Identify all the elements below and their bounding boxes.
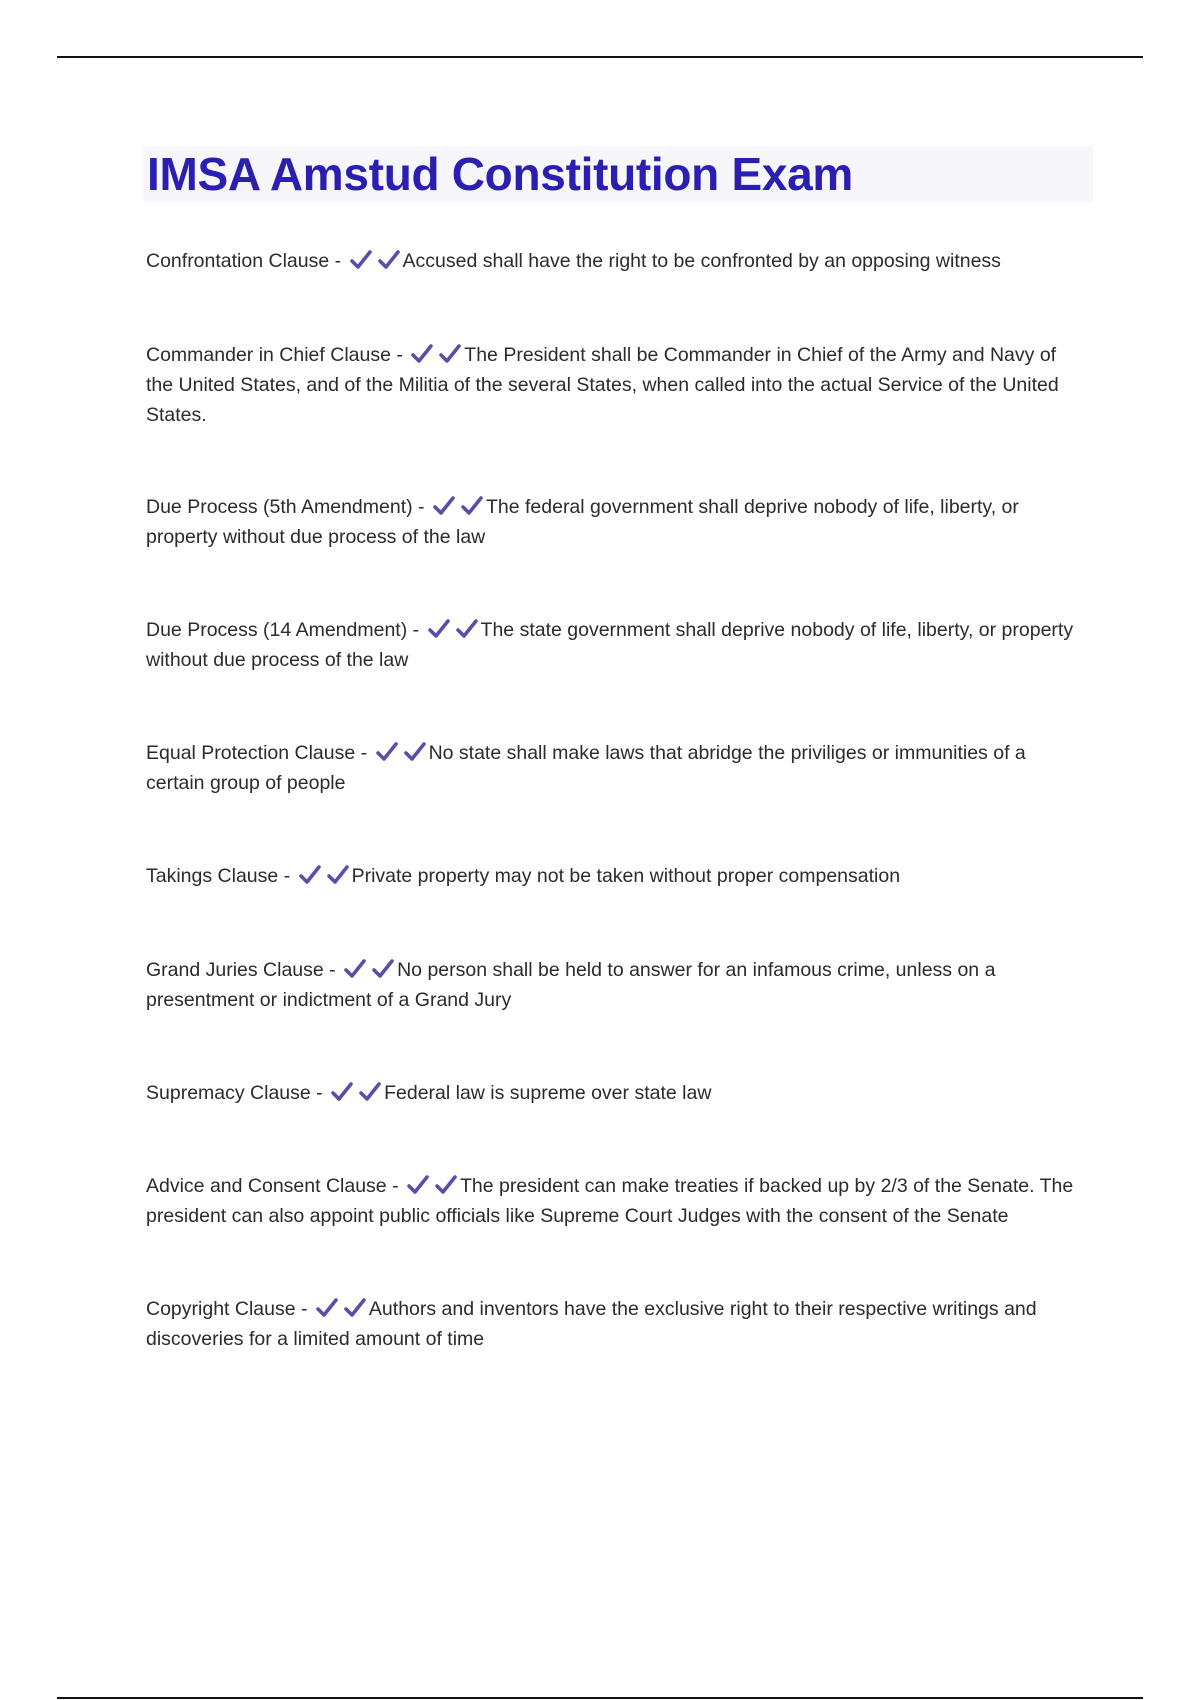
list-item: [146, 492, 1086, 552]
separator: -: [278, 865, 296, 887]
check-icon: [315, 1297, 339, 1319]
term: Supremacy Clause: [146, 1082, 311, 1104]
list-item: [146, 955, 1086, 1015]
term: Grand Juries Clause: [146, 959, 324, 981]
check-icon: [298, 864, 322, 886]
term: Due Process (5th Amendment): [146, 496, 413, 518]
list-item: [146, 615, 1086, 675]
check-icon: [427, 618, 451, 640]
term: Takings Clause: [146, 865, 279, 887]
check-icon: [343, 958, 367, 980]
separator: -: [412, 496, 430, 518]
list-item: [146, 1078, 1086, 1108]
list-item: [146, 1294, 1086, 1354]
definition: Private property may not be taken without proper compensation: [351, 865, 901, 887]
check-icon: [455, 618, 479, 640]
check-icon: [406, 1174, 430, 1196]
check-icon: [403, 741, 427, 763]
definition: The President shall be Commander in Chief of the Army and Navy of the United States, and of the Militia of the several States, when called into the actual Service of the United States.: [146, 344, 1059, 426]
check-icon: [410, 343, 434, 365]
list-item: [146, 861, 1086, 891]
check-icon: [349, 249, 373, 271]
term: Confrontation Clause: [146, 250, 330, 272]
separator: -: [386, 1175, 404, 1197]
definition: No person shall be held to answer for an infamous crime, unless on a presentment or indictment of a Grand Jury: [146, 959, 996, 1011]
definition: Accused shall have the right to be confronted by an opposing witness: [402, 250, 1001, 272]
bottom-rule: [57, 1697, 1143, 1699]
term: Copyright Clause: [146, 1298, 296, 1320]
check-icon: [377, 249, 401, 271]
check-icon: [371, 958, 395, 980]
check-icon: [358, 1081, 382, 1103]
page-title: IMSA Amstud Constitution Exam: [147, 148, 854, 200]
separator: -: [329, 250, 347, 272]
check-icon: [343, 1297, 367, 1319]
definition: The president can make treaties if backed up by 2/3 of the Senate. The president can also appoint public officials like Supreme Court Judges with the consent of the Senate: [146, 1175, 1074, 1227]
separator: -: [310, 1082, 329, 1104]
top-rule: [57, 56, 1143, 58]
check-icon: [460, 495, 484, 517]
separator: -: [390, 344, 409, 366]
title-banner: [143, 146, 1093, 202]
check-icon: [375, 741, 399, 763]
check-icon: [432, 495, 456, 517]
definition: The federal government shall deprive nobody of life, liberty, or property without due process of the law: [146, 496, 1019, 548]
term: Advice and Consent Clause: [146, 1175, 387, 1197]
term: Due Process (14 Amendment): [146, 619, 408, 641]
check-icon: [330, 1081, 354, 1103]
list-item: [146, 246, 1086, 276]
separator: -: [355, 742, 373, 764]
check-icon: [326, 864, 350, 886]
list-item: [146, 1171, 1086, 1231]
check-icon: [438, 343, 462, 365]
check-icon: [434, 1174, 458, 1196]
definition: Federal law is supreme over state law: [384, 1082, 712, 1104]
definition: Authors and inventors have the exclusive right to their respective writings and discoveries for a limited amount of time: [146, 1298, 1037, 1350]
separator: -: [407, 619, 425, 641]
term: Commander in Chief Clause: [146, 344, 391, 366]
definition: The state government shall deprive nobody of life, liberty, or property without due process of the law: [146, 619, 1074, 671]
separator: -: [323, 959, 342, 981]
term: Equal Protection Clause: [146, 742, 356, 764]
list-item: [146, 340, 1086, 430]
definition: No state shall make laws that abridge the priviliges or immunities of a certain group of people: [146, 742, 1026, 794]
separator: -: [295, 1298, 313, 1320]
list-item: [146, 738, 1086, 798]
